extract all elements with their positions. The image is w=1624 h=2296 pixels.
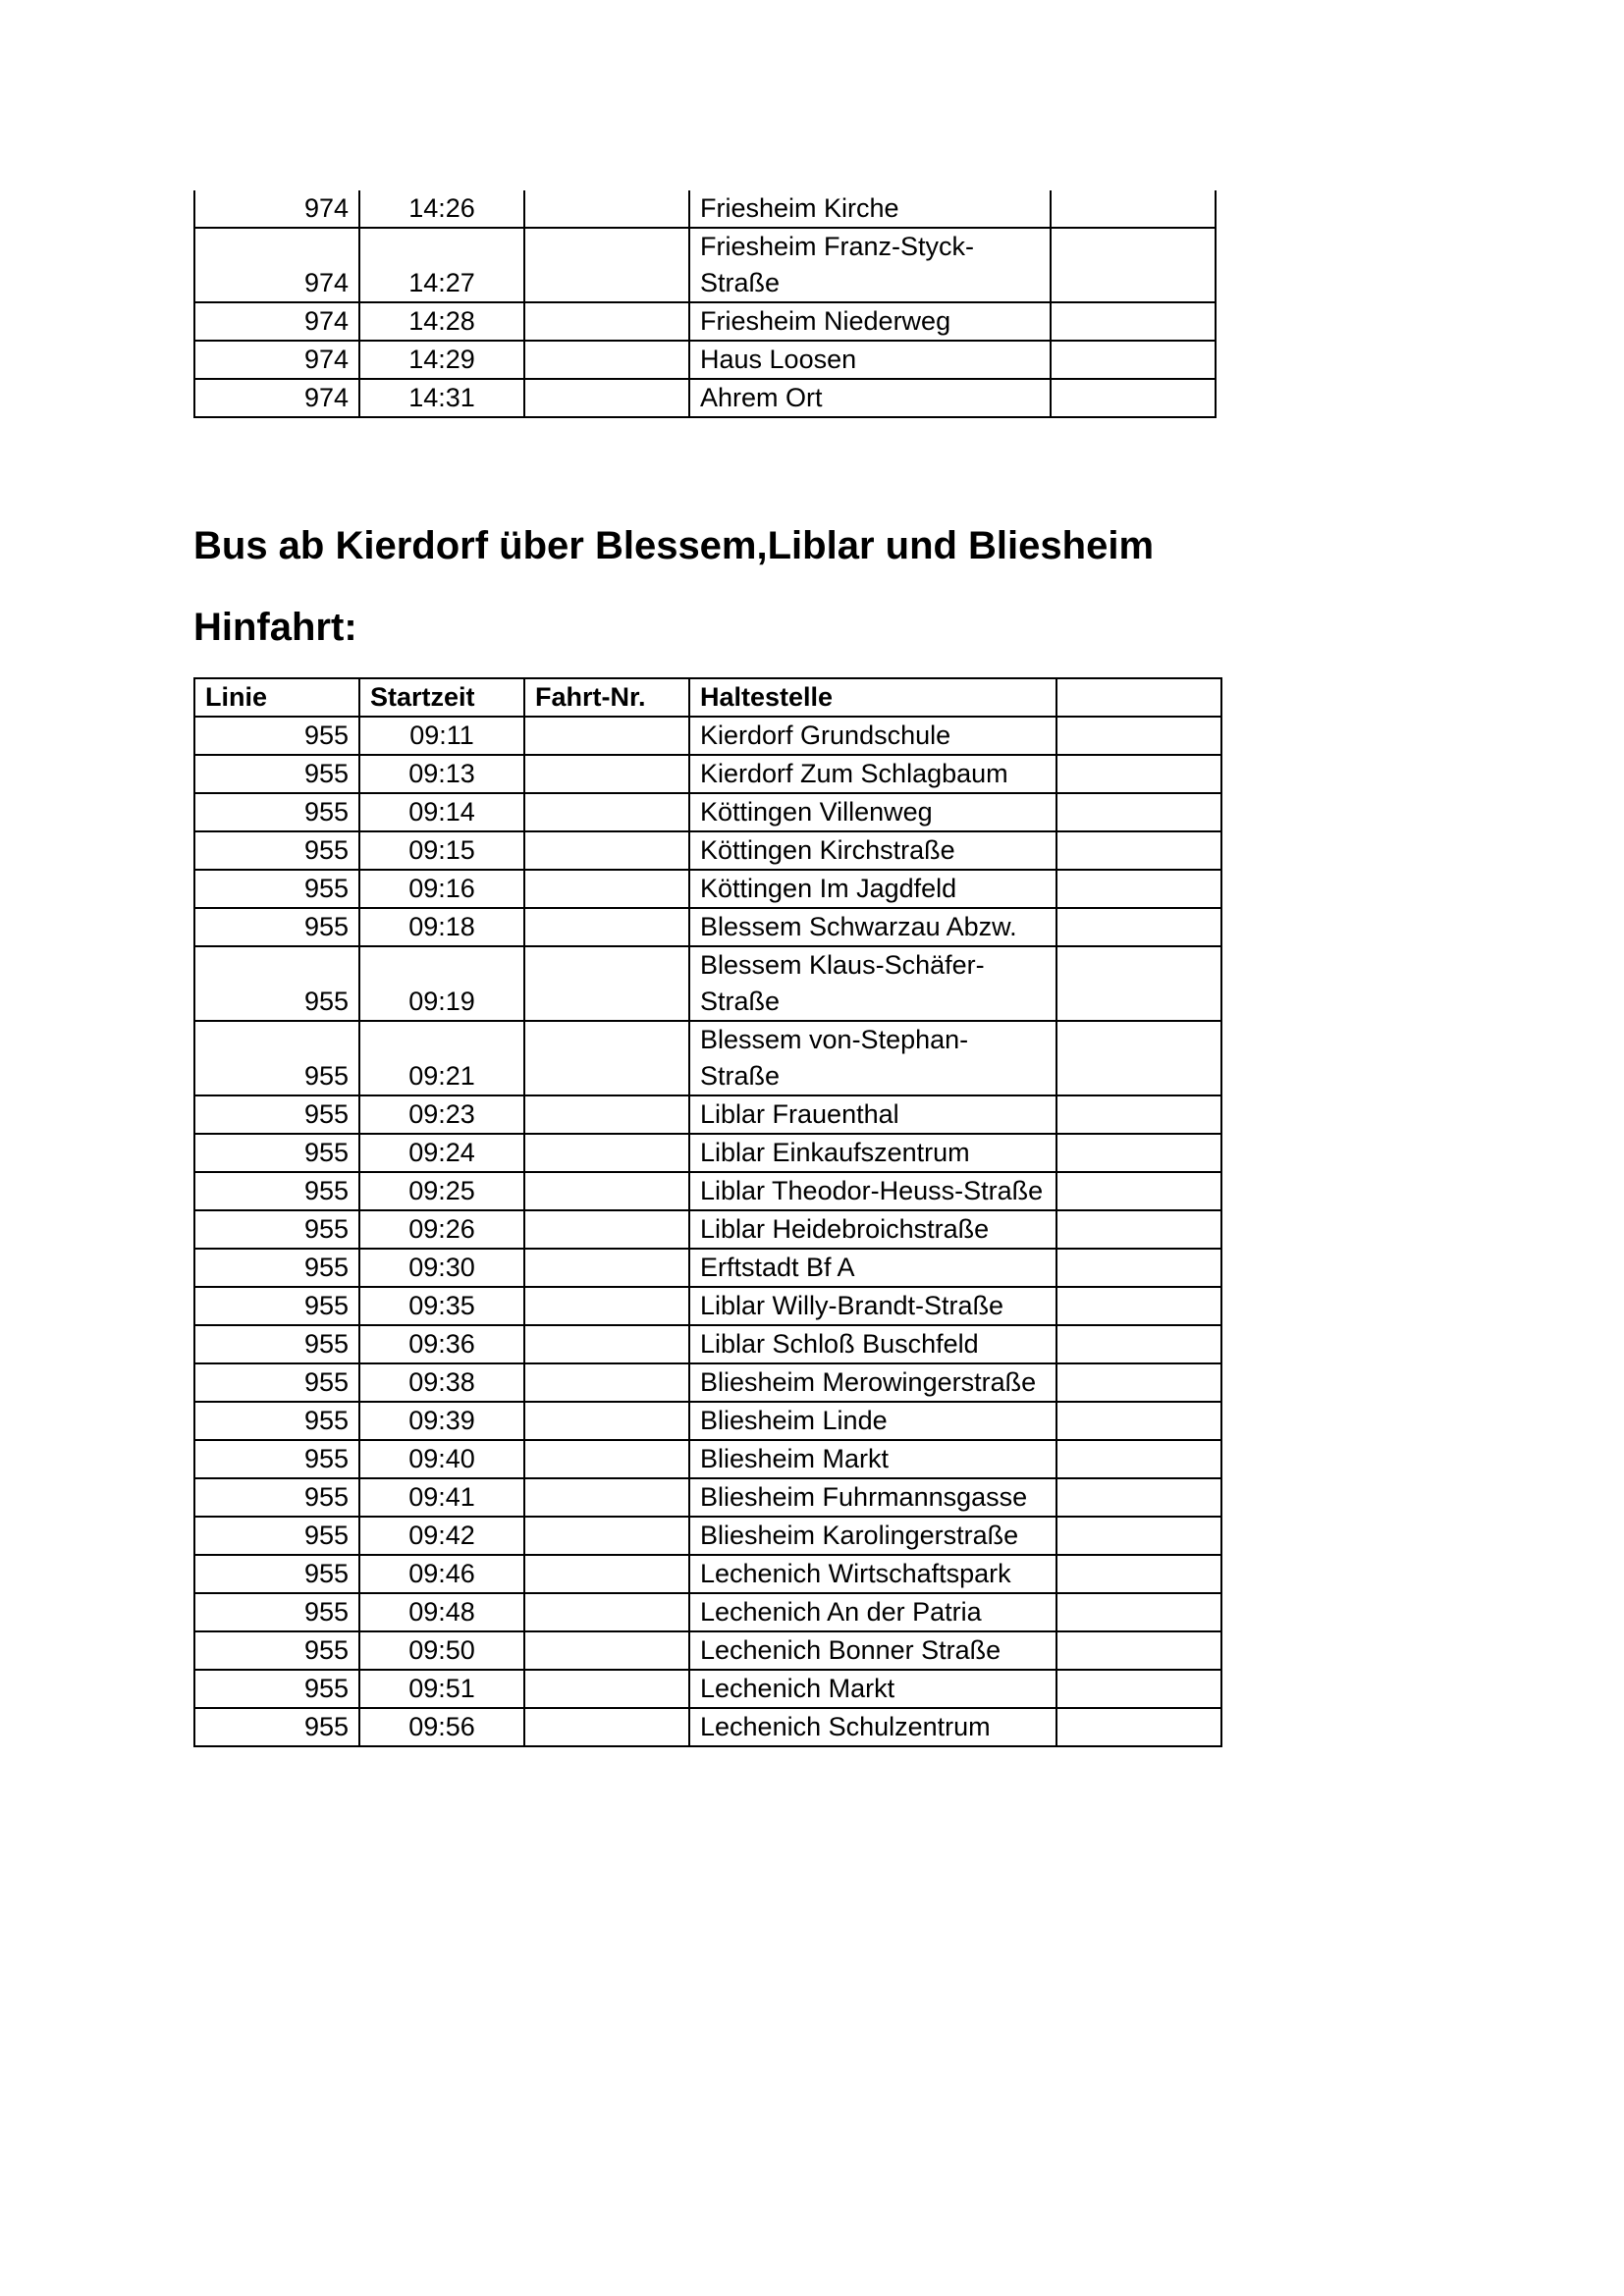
cell-startzeit: 09:13 [359, 755, 524, 793]
cell-fahrt-nr [524, 228, 689, 302]
cell-linie: 974 [194, 190, 359, 228]
cell-extra [1051, 190, 1216, 228]
cell-fahrt-nr [524, 908, 689, 946]
cell-startzeit: 14:27 [359, 228, 524, 302]
cell-haltestelle: Blessem von-Stephan-Straße [689, 1021, 1056, 1095]
cell-linie: 955 [194, 1555, 359, 1593]
cell-extra [1056, 1325, 1221, 1363]
cell-startzeit: 09:16 [359, 870, 524, 908]
table-row [194, 1095, 1221, 1134]
cell-fahrt-nr [524, 1095, 689, 1134]
cell-linie: 955 [194, 1210, 359, 1249]
cell-linie: 955 [194, 1517, 359, 1555]
table-row [194, 1363, 1221, 1402]
cell-fahrt-nr [524, 341, 689, 379]
cell-haltestelle: Liblar Willy-Brandt-Straße [689, 1287, 1056, 1325]
cell-fahrt-nr [524, 1210, 689, 1249]
cell-startzeit: 09:15 [359, 831, 524, 870]
cell-linie: 974 [194, 228, 359, 302]
cell-fahrt-nr [524, 1517, 689, 1555]
table-row [194, 1249, 1221, 1287]
cell-startzeit: 09:26 [359, 1210, 524, 1249]
cell-haltestelle: Blessem Schwarzau Abzw. [689, 908, 1056, 946]
table-row [194, 1210, 1221, 1249]
table-row [194, 946, 1221, 1021]
cell-extra [1056, 1134, 1221, 1172]
cell-extra [1056, 755, 1221, 793]
table-row [194, 755, 1221, 793]
table-row [194, 190, 1216, 228]
cell-fahrt-nr [524, 946, 689, 1021]
cell-fahrt-nr [524, 1134, 689, 1172]
cell-startzeit: 09:42 [359, 1517, 524, 1555]
cell-extra [1051, 341, 1216, 379]
cell-haltestelle: Lechenich Schulzentrum [689, 1708, 1056, 1746]
cell-linie: 974 [194, 379, 359, 417]
cell-linie: 955 [194, 870, 359, 908]
table-row [194, 1402, 1221, 1440]
cell-startzeit: 09:56 [359, 1708, 524, 1746]
cell-extra [1056, 870, 1221, 908]
header-extra [1056, 678, 1221, 717]
cell-extra [1056, 1363, 1221, 1402]
cell-extra [1051, 379, 1216, 417]
cell-fahrt-nr [524, 793, 689, 831]
cell-haltestelle: Blessem Klaus-Schäfer-Straße [689, 946, 1056, 1021]
cell-extra [1056, 1593, 1221, 1631]
cell-startzeit: 09:38 [359, 1363, 524, 1402]
cell-linie: 955 [194, 717, 359, 755]
cell-linie: 955 [194, 1287, 359, 1325]
cell-extra [1056, 831, 1221, 870]
cell-startzeit: 09:30 [359, 1249, 524, 1287]
table-row [194, 1287, 1221, 1325]
cell-fahrt-nr [524, 1478, 689, 1517]
cell-linie: 955 [194, 755, 359, 793]
cell-fahrt-nr [524, 1402, 689, 1440]
cell-linie: 955 [194, 908, 359, 946]
table-row [194, 1134, 1221, 1172]
cell-startzeit: 14:29 [359, 341, 524, 379]
cell-extra [1056, 1670, 1221, 1708]
cell-startzeit: 14:28 [359, 302, 524, 341]
header-startzeit: Startzeit [359, 678, 524, 717]
cell-haltestelle: Lechenich Bonner Straße [689, 1631, 1056, 1670]
cell-haltestelle: Bliesheim Fuhrmannsgasse [689, 1478, 1056, 1517]
cell-startzeit: 09:46 [359, 1555, 524, 1593]
cell-linie: 955 [194, 1440, 359, 1478]
cell-haltestelle: Kierdorf Grundschule [689, 717, 1056, 755]
cell-linie: 955 [194, 1134, 359, 1172]
cell-startzeit: 14:26 [359, 190, 524, 228]
cell-fahrt-nr [524, 1325, 689, 1363]
cell-startzeit: 09:19 [359, 946, 524, 1021]
cell-haltestelle: Friesheim Kirche [689, 190, 1051, 228]
timetable-continuation-body [194, 190, 1216, 417]
cell-haltestelle: Bliesheim Merowingerstraße [689, 1363, 1056, 1402]
timetable-hinfahrt [193, 677, 1222, 1747]
cell-linie: 955 [194, 831, 359, 870]
cell-haltestelle: Ahrem Ort [689, 379, 1051, 417]
cell-fahrt-nr [524, 717, 689, 755]
cell-linie: 955 [194, 1631, 359, 1670]
table-row [194, 379, 1216, 417]
section-title: Bus ab Kierdorf über Blessem,Liblar und Bliesheim [193, 524, 1155, 567]
cell-extra [1056, 1210, 1221, 1249]
timetable-continuation [193, 190, 1217, 418]
table-row [194, 1440, 1221, 1478]
cell-haltestelle: Liblar Heidebroichstraße [689, 1210, 1056, 1249]
cell-fahrt-nr [524, 1593, 689, 1631]
cell-fahrt-nr [524, 1670, 689, 1708]
table-row [194, 793, 1221, 831]
table-row [194, 1517, 1221, 1555]
cell-haltestelle: Köttingen Kirchstraße [689, 831, 1056, 870]
cell-extra [1051, 228, 1216, 302]
cell-linie: 955 [194, 793, 359, 831]
cell-startzeit: 09:11 [359, 717, 524, 755]
cell-linie: 974 [194, 341, 359, 379]
cell-fahrt-nr [524, 302, 689, 341]
cell-startzeit: 09:35 [359, 1287, 524, 1325]
cell-fahrt-nr [524, 1287, 689, 1325]
cell-fahrt-nr [524, 190, 689, 228]
cell-startzeit: 09:51 [359, 1670, 524, 1708]
cell-startzeit: 09:40 [359, 1440, 524, 1478]
table-row [194, 870, 1221, 908]
cell-linie: 955 [194, 1172, 359, 1210]
cell-startzeit: 09:14 [359, 793, 524, 831]
cell-haltestelle: Liblar Einkaufszentrum [689, 1134, 1056, 1172]
cell-extra [1056, 793, 1221, 831]
table-row [194, 1593, 1221, 1631]
cell-startzeit: 09:36 [359, 1325, 524, 1363]
table-row [194, 341, 1216, 379]
cell-fahrt-nr [524, 379, 689, 417]
cell-fahrt-nr [524, 1440, 689, 1478]
cell-startzeit: 09:50 [359, 1631, 524, 1670]
table-row [194, 1631, 1221, 1670]
cell-extra [1056, 1517, 1221, 1555]
table-row [194, 1670, 1221, 1708]
cell-extra [1056, 1631, 1221, 1670]
cell-extra [1056, 908, 1221, 946]
cell-haltestelle: Friesheim Niederweg [689, 302, 1051, 341]
cell-extra [1056, 717, 1221, 755]
table-row [194, 1325, 1221, 1363]
cell-extra [1056, 1095, 1221, 1134]
cell-extra [1056, 1172, 1221, 1210]
header-haltestelle: Haltestelle [689, 678, 1056, 717]
cell-fahrt-nr [524, 1631, 689, 1670]
cell-linie: 955 [194, 1593, 359, 1631]
table-row [194, 1708, 1221, 1746]
table-row [194, 1172, 1221, 1210]
cell-haltestelle: Lechenich An der Patria [689, 1593, 1056, 1631]
cell-haltestelle: Köttingen Villenweg [689, 793, 1056, 831]
cell-linie: 955 [194, 1021, 359, 1095]
cell-linie: 955 [194, 1095, 359, 1134]
cell-linie: 955 [194, 1708, 359, 1746]
cell-fahrt-nr [524, 755, 689, 793]
cell-linie: 974 [194, 302, 359, 341]
cell-haltestelle: Liblar Theodor-Heuss-Straße [689, 1172, 1056, 1210]
table-row [194, 831, 1221, 870]
cell-fahrt-nr [524, 1363, 689, 1402]
cell-startzeit: 09:25 [359, 1172, 524, 1210]
cell-haltestelle: Liblar Schloß Buschfeld [689, 1325, 1056, 1363]
cell-startzeit: 09:48 [359, 1593, 524, 1631]
table-row [194, 717, 1221, 755]
cell-startzeit: 09:24 [359, 1134, 524, 1172]
cell-fahrt-nr [524, 1555, 689, 1593]
cell-extra [1056, 1478, 1221, 1517]
table-row [194, 302, 1216, 341]
cell-haltestelle: Lechenich Markt [689, 1670, 1056, 1708]
cell-fahrt-nr [524, 1249, 689, 1287]
cell-startzeit: 14:31 [359, 379, 524, 417]
table-header-row [194, 678, 1221, 717]
cell-haltestelle: Haus Loosen [689, 341, 1051, 379]
cell-extra [1056, 946, 1221, 1021]
cell-extra [1056, 1402, 1221, 1440]
cell-haltestelle: Lechenich Wirtschaftspark [689, 1555, 1056, 1593]
cell-linie: 955 [194, 1478, 359, 1517]
cell-extra [1056, 1021, 1221, 1095]
cell-haltestelle: Erftstadt Bf A [689, 1249, 1056, 1287]
cell-startzeit: 09:23 [359, 1095, 524, 1134]
cell-haltestelle: Köttingen Im Jagdfeld [689, 870, 1056, 908]
table-row [194, 1021, 1221, 1095]
cell-linie: 955 [194, 1670, 359, 1708]
cell-haltestelle: Bliesheim Linde [689, 1402, 1056, 1440]
cell-startzeit: 09:41 [359, 1478, 524, 1517]
cell-fahrt-nr [524, 1172, 689, 1210]
cell-startzeit: 09:18 [359, 908, 524, 946]
cell-fahrt-nr [524, 870, 689, 908]
cell-haltestelle: Kierdorf Zum Schlagbaum [689, 755, 1056, 793]
cell-extra [1056, 1440, 1221, 1478]
cell-linie: 955 [194, 1325, 359, 1363]
header-fahrt-nr: Fahrt-Nr. [524, 678, 689, 717]
cell-haltestelle: Bliesheim Markt [689, 1440, 1056, 1478]
table-row [194, 1555, 1221, 1593]
cell-linie: 955 [194, 1363, 359, 1402]
direction-title: Hinfahrt: [193, 606, 357, 649]
cell-fahrt-nr [524, 1708, 689, 1746]
timetable-hinfahrt-body [194, 717, 1221, 1746]
cell-fahrt-nr [524, 1021, 689, 1095]
cell-haltestelle: Friesheim Franz-Styck-Straße [689, 228, 1051, 302]
cell-startzeit: 09:21 [359, 1021, 524, 1095]
cell-fahrt-nr [524, 831, 689, 870]
table-row [194, 1478, 1221, 1517]
cell-linie: 955 [194, 1249, 359, 1287]
cell-extra [1056, 1555, 1221, 1593]
cell-linie: 955 [194, 946, 359, 1021]
cell-linie: 955 [194, 1402, 359, 1440]
cell-extra [1056, 1249, 1221, 1287]
table-row [194, 908, 1221, 946]
header-linie: Linie [194, 678, 359, 717]
table-row [194, 228, 1216, 302]
cell-extra [1056, 1708, 1221, 1746]
cell-extra [1056, 1287, 1221, 1325]
cell-haltestelle: Bliesheim Karolingerstraße [689, 1517, 1056, 1555]
cell-startzeit: 09:39 [359, 1402, 524, 1440]
cell-haltestelle: Liblar Frauenthal [689, 1095, 1056, 1134]
cell-extra [1051, 302, 1216, 341]
